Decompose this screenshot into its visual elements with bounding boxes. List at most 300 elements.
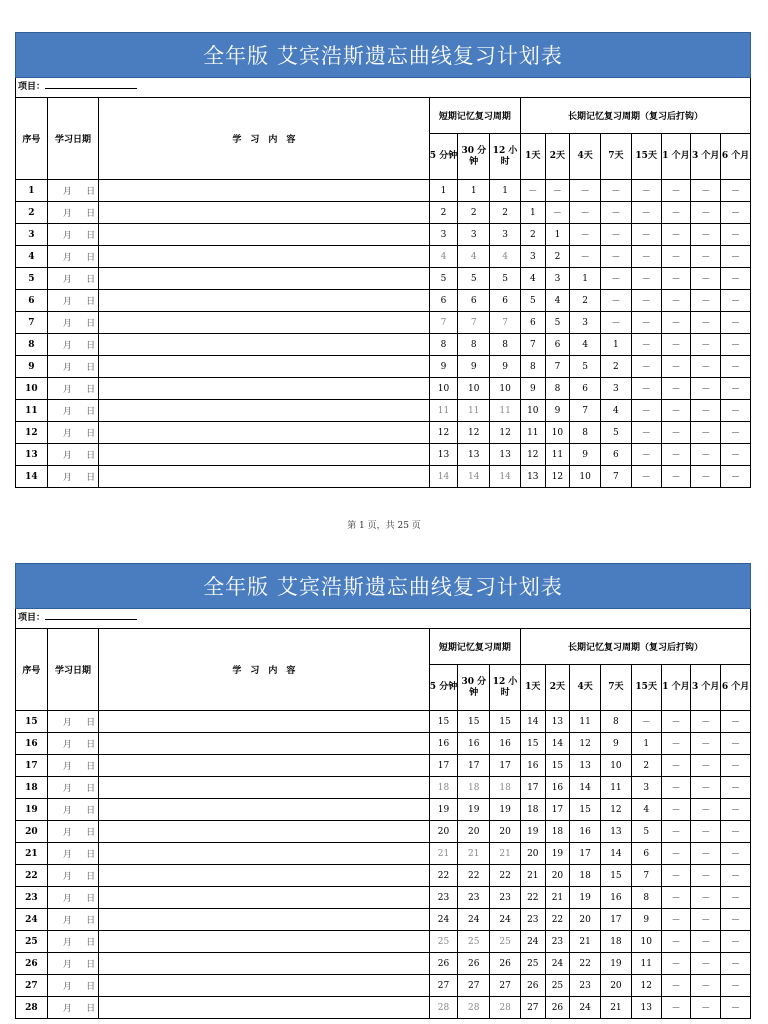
long-review-cell[interactable]: 2 [570,290,601,312]
long-review-cell[interactable]: － [631,268,661,290]
long-review-cell[interactable]: － [691,268,721,290]
date-cell[interactable] [47,865,98,887]
long-review-cell[interactable]: 13 [631,997,661,1019]
long-review-cell[interactable]: 21 [601,997,632,1019]
long-review-cell[interactable]: 2 [545,246,570,268]
long-review-cell[interactable]: － [721,312,751,334]
content-cell[interactable] [99,444,430,466]
date-cell[interactable] [47,180,98,202]
short-review-cell[interactable]: 28 [458,997,490,1019]
long-review-cell[interactable]: － [601,202,632,224]
long-review-cell[interactable]: 1 [545,224,570,246]
long-review-cell[interactable]: － [570,224,601,246]
long-review-cell[interactable]: － [691,997,721,1019]
long-review-cell[interactable]: － [721,422,751,444]
content-cell[interactable] [99,400,430,422]
long-review-cell[interactable]: 13 [570,755,601,777]
short-review-cell[interactable]: 24 [429,909,458,931]
long-review-cell[interactable]: － [691,843,721,865]
short-review-cell[interactable]: 8 [458,334,490,356]
long-review-cell[interactable]: － [631,290,661,312]
short-review-cell[interactable]: 15 [429,711,458,733]
long-review-cell[interactable]: 17 [601,909,632,931]
long-review-cell[interactable]: 18 [601,931,632,953]
short-review-cell[interactable]: 7 [429,312,458,334]
long-review-cell[interactable]: 19 [521,821,546,843]
long-review-cell[interactable]: － [661,378,691,400]
content-cell[interactable] [99,755,430,777]
long-review-cell[interactable]: － [601,246,632,268]
long-review-cell[interactable]: 17 [545,799,570,821]
long-review-cell[interactable]: 16 [601,887,632,909]
short-review-cell[interactable]: 20 [490,821,521,843]
short-review-cell[interactable]: 23 [458,887,490,909]
long-review-cell[interactable]: 24 [521,931,546,953]
long-review-cell[interactable]: － [721,975,751,997]
long-review-cell[interactable]: 20 [570,909,601,931]
short-review-cell[interactable]: 8 [429,334,458,356]
long-review-cell[interactable]: － [661,400,691,422]
short-review-cell[interactable]: 5 [458,268,490,290]
short-review-cell[interactable]: 6 [429,290,458,312]
long-review-cell[interactable]: 6 [521,312,546,334]
date-cell[interactable] [47,202,98,224]
long-review-cell[interactable]: － [601,312,632,334]
short-review-cell[interactable]: 4 [458,246,490,268]
long-review-cell[interactable]: － [721,224,751,246]
long-review-cell[interactable]: 27 [521,997,546,1019]
long-review-cell[interactable]: 5 [570,356,601,378]
long-review-cell[interactable]: 8 [601,711,632,733]
long-review-cell[interactable]: － [661,224,691,246]
long-review-cell[interactable]: － [661,444,691,466]
long-review-cell[interactable]: － [721,400,751,422]
short-review-cell[interactable]: 8 [490,334,521,356]
short-review-cell[interactable]: 21 [429,843,458,865]
long-review-cell[interactable]: 15 [601,865,632,887]
long-review-cell[interactable]: 20 [521,843,546,865]
long-review-cell[interactable]: 6 [545,334,570,356]
long-review-cell[interactable]: 3 [631,777,661,799]
long-review-cell[interactable]: 25 [545,975,570,997]
date-cell[interactable] [47,268,98,290]
date-cell[interactable] [47,755,98,777]
long-review-cell[interactable]: 11 [601,777,632,799]
long-review-cell[interactable]: － [661,975,691,997]
long-review-cell[interactable]: － [721,356,751,378]
short-review-cell[interactable]: 23 [490,887,521,909]
long-review-cell[interactable]: － [721,755,751,777]
long-review-cell[interactable]: － [721,444,751,466]
long-review-cell[interactable]: － [631,334,661,356]
long-review-cell[interactable]: 9 [570,444,601,466]
short-review-cell[interactable]: 12 [490,422,521,444]
short-review-cell[interactable]: 11 [490,400,521,422]
long-review-cell[interactable]: 11 [521,422,546,444]
long-review-cell[interactable]: － [691,865,721,887]
long-review-cell[interactable]: 14 [521,711,546,733]
date-cell[interactable] [47,953,98,975]
long-review-cell[interactable]: 4 [545,290,570,312]
short-review-cell[interactable]: 21 [458,843,490,865]
long-review-cell[interactable]: 13 [601,821,632,843]
date-cell[interactable] [47,224,98,246]
long-review-cell[interactable]: － [570,246,601,268]
long-review-cell[interactable]: 1 [521,202,546,224]
short-review-cell[interactable]: 4 [490,246,521,268]
long-review-cell[interactable]: 22 [521,887,546,909]
short-review-cell[interactable]: 6 [458,290,490,312]
long-review-cell[interactable]: － [721,777,751,799]
long-review-cell[interactable]: － [691,246,721,268]
long-review-cell[interactable]: 10 [545,422,570,444]
long-review-cell[interactable]: 4 [521,268,546,290]
short-review-cell[interactable]: 18 [490,777,521,799]
long-review-cell[interactable]: － [661,733,691,755]
short-review-cell[interactable]: 17 [458,755,490,777]
long-review-cell[interactable]: － [721,334,751,356]
long-review-cell[interactable]: － [691,334,721,356]
long-review-cell[interactable]: 22 [570,953,601,975]
content-cell[interactable] [99,312,430,334]
content-cell[interactable] [99,799,430,821]
long-review-cell[interactable]: － [631,711,661,733]
short-review-cell[interactable]: 12 [458,422,490,444]
long-review-cell[interactable]: 21 [521,865,546,887]
long-review-cell[interactable]: 12 [545,466,570,488]
long-review-cell[interactable]: 2 [601,356,632,378]
short-review-cell[interactable]: 3 [458,224,490,246]
long-review-cell[interactable]: － [661,821,691,843]
short-review-cell[interactable]: 22 [490,865,521,887]
date-cell[interactable] [47,356,98,378]
long-review-cell[interactable]: 22 [545,909,570,931]
long-review-cell[interactable]: 12 [570,733,601,755]
long-review-cell[interactable]: 18 [545,821,570,843]
long-review-cell[interactable]: 15 [545,755,570,777]
long-review-cell[interactable]: － [631,312,661,334]
long-review-cell[interactable]: 19 [570,887,601,909]
long-review-cell[interactable]: － [631,224,661,246]
short-review-cell[interactable]: 16 [429,733,458,755]
long-review-cell[interactable]: － [691,931,721,953]
date-cell[interactable] [47,997,98,1019]
long-review-cell[interactable]: 10 [521,400,546,422]
short-review-cell[interactable]: 26 [490,953,521,975]
content-cell[interactable] [99,975,430,997]
long-review-cell[interactable]: 17 [570,843,601,865]
long-review-cell[interactable]: － [631,400,661,422]
short-review-cell[interactable]: 23 [429,887,458,909]
date-cell[interactable] [47,909,98,931]
long-review-cell[interactable]: － [691,733,721,755]
short-review-cell[interactable]: 1 [429,180,458,202]
content-cell[interactable] [99,246,430,268]
short-review-cell[interactable]: 10 [458,378,490,400]
long-review-cell[interactable]: － [691,378,721,400]
long-review-cell[interactable]: 7 [601,466,632,488]
long-review-cell[interactable]: 13 [545,711,570,733]
long-review-cell[interactable]: 9 [545,400,570,422]
date-cell[interactable] [47,400,98,422]
long-review-cell[interactable]: － [631,378,661,400]
long-review-cell[interactable]: － [721,268,751,290]
long-review-cell[interactable]: 7 [521,334,546,356]
long-review-cell[interactable]: － [661,180,691,202]
long-review-cell[interactable]: 15 [521,733,546,755]
short-review-cell[interactable]: 10 [429,378,458,400]
long-review-cell[interactable]: － [601,180,632,202]
long-review-cell[interactable]: 9 [521,378,546,400]
long-review-cell[interactable]: － [661,290,691,312]
short-review-cell[interactable]: 20 [429,821,458,843]
short-review-cell[interactable]: 22 [458,865,490,887]
short-review-cell[interactable]: 15 [490,711,521,733]
long-review-cell[interactable]: － [601,290,632,312]
date-cell[interactable] [47,931,98,953]
long-review-cell[interactable]: － [691,975,721,997]
long-review-cell[interactable]: － [661,843,691,865]
long-review-cell[interactable]: － [721,466,751,488]
short-review-cell[interactable]: 18 [429,777,458,799]
date-cell[interactable] [47,444,98,466]
long-review-cell[interactable]: － [721,931,751,953]
long-review-cell[interactable]: 23 [545,931,570,953]
long-review-cell[interactable]: － [631,246,661,268]
project-input-line[interactable] [45,79,137,89]
short-review-cell[interactable]: 5 [429,268,458,290]
short-review-cell[interactable]: 10 [490,378,521,400]
long-review-cell[interactable]: － [661,202,691,224]
long-review-cell[interactable]: 16 [521,755,546,777]
long-review-cell[interactable]: 7 [545,356,570,378]
long-review-cell[interactable]: － [691,356,721,378]
date-cell[interactable] [47,843,98,865]
content-cell[interactable] [99,466,430,488]
long-review-cell[interactable]: － [631,422,661,444]
short-review-cell[interactable]: 16 [490,733,521,755]
long-review-cell[interactable]: － [570,202,601,224]
long-review-cell[interactable]: 1 [570,268,601,290]
long-review-cell[interactable]: 13 [521,466,546,488]
short-review-cell[interactable]: 7 [458,312,490,334]
short-review-cell[interactable]: 27 [490,975,521,997]
long-review-cell[interactable]: 5 [631,821,661,843]
long-review-cell[interactable]: 18 [521,799,546,821]
long-review-cell[interactable]: 1 [631,733,661,755]
short-review-cell[interactable]: 2 [458,202,490,224]
long-review-cell[interactable]: － [691,224,721,246]
short-review-cell[interactable]: 20 [458,821,490,843]
short-review-cell[interactable]: 25 [490,931,521,953]
long-review-cell[interactable]: 3 [601,378,632,400]
project-input-line[interactable] [45,610,137,620]
date-cell[interactable] [47,799,98,821]
long-review-cell[interactable]: － [661,246,691,268]
long-review-cell[interactable]: － [661,334,691,356]
content-cell[interactable] [99,931,430,953]
long-review-cell[interactable]: － [691,400,721,422]
short-review-cell[interactable]: 13 [458,444,490,466]
short-review-cell[interactable]: 26 [458,953,490,975]
long-review-cell[interactable]: － [691,290,721,312]
short-review-cell[interactable]: 9 [490,356,521,378]
long-review-cell[interactable]: 5 [521,290,546,312]
long-review-cell[interactable]: － [661,931,691,953]
short-review-cell[interactable]: 27 [429,975,458,997]
short-review-cell[interactable]: 19 [490,799,521,821]
content-cell[interactable] [99,821,430,843]
long-review-cell[interactable]: 23 [570,975,601,997]
long-review-cell[interactable]: 24 [545,953,570,975]
long-review-cell[interactable]: 3 [545,268,570,290]
long-review-cell[interactable]: 1 [601,334,632,356]
long-review-cell[interactable]: － [721,733,751,755]
date-cell[interactable] [47,290,98,312]
long-review-cell[interactable]: 7 [631,865,661,887]
content-cell[interactable] [99,180,430,202]
long-review-cell[interactable]: － [521,180,546,202]
short-review-cell[interactable]: 18 [458,777,490,799]
long-review-cell[interactable]: － [570,180,601,202]
date-cell[interactable] [47,711,98,733]
long-review-cell[interactable]: － [691,444,721,466]
long-review-cell[interactable]: 3 [570,312,601,334]
date-cell[interactable] [47,887,98,909]
short-review-cell[interactable]: 15 [458,711,490,733]
long-review-cell[interactable]: 19 [545,843,570,865]
long-review-cell[interactable]: 4 [631,799,661,821]
long-review-cell[interactable]: － [691,909,721,931]
short-review-cell[interactable]: 5 [490,268,521,290]
long-review-cell[interactable]: － [661,711,691,733]
long-review-cell[interactable]: － [601,268,632,290]
long-review-cell[interactable]: － [661,777,691,799]
long-review-cell[interactable]: 8 [631,887,661,909]
long-review-cell[interactable]: 17 [521,777,546,799]
date-cell[interactable] [47,821,98,843]
short-review-cell[interactable]: 22 [429,865,458,887]
content-cell[interactable] [99,997,430,1019]
long-review-cell[interactable]: － [691,711,721,733]
long-review-cell[interactable]: － [661,312,691,334]
content-cell[interactable] [99,202,430,224]
long-review-cell[interactable]: － [661,865,691,887]
long-review-cell[interactable]: － [631,466,661,488]
short-review-cell[interactable]: 1 [458,180,490,202]
short-review-cell[interactable]: 3 [490,224,521,246]
long-review-cell[interactable]: － [721,821,751,843]
long-review-cell[interactable]: 8 [570,422,601,444]
long-review-cell[interactable]: － [721,953,751,975]
date-cell[interactable] [47,312,98,334]
long-review-cell[interactable]: － [661,909,691,931]
long-review-cell[interactable]: － [661,422,691,444]
long-review-cell[interactable]: － [721,180,751,202]
long-review-cell[interactable]: － [691,953,721,975]
long-review-cell[interactable]: － [691,799,721,821]
short-review-cell[interactable]: 12 [429,422,458,444]
long-review-cell[interactable]: 18 [570,865,601,887]
long-review-cell[interactable]: 9 [631,909,661,931]
content-cell[interactable] [99,334,430,356]
long-review-cell[interactable]: 24 [570,997,601,1019]
long-review-cell[interactable]: － [721,887,751,909]
short-review-cell[interactable]: 4 [429,246,458,268]
long-review-cell[interactable]: 20 [601,975,632,997]
long-review-cell[interactable]: － [631,202,661,224]
short-review-cell[interactable]: 17 [429,755,458,777]
long-review-cell[interactable]: － [721,290,751,312]
long-review-cell[interactable]: 10 [601,755,632,777]
long-review-cell[interactable]: 5 [545,312,570,334]
short-review-cell[interactable]: 19 [429,799,458,821]
short-review-cell[interactable]: 13 [429,444,458,466]
long-review-cell[interactable]: 14 [570,777,601,799]
long-review-cell[interactable]: 12 [631,975,661,997]
long-review-cell[interactable]: － [691,777,721,799]
long-review-cell[interactable]: － [691,466,721,488]
short-review-cell[interactable]: 21 [490,843,521,865]
short-review-cell[interactable]: 17 [490,755,521,777]
long-review-cell[interactable]: － [661,268,691,290]
content-cell[interactable] [99,865,430,887]
short-review-cell[interactable]: 14 [490,466,521,488]
long-review-cell[interactable]: 25 [521,953,546,975]
short-review-cell[interactable]: 7 [490,312,521,334]
short-review-cell[interactable]: 28 [490,997,521,1019]
long-review-cell[interactable]: － [661,997,691,1019]
short-review-cell[interactable]: 24 [458,909,490,931]
short-review-cell[interactable]: 26 [429,953,458,975]
short-review-cell[interactable]: 2 [429,202,458,224]
long-review-cell[interactable]: － [721,843,751,865]
long-review-cell[interactable]: － [661,799,691,821]
long-review-cell[interactable]: 26 [545,997,570,1019]
long-review-cell[interactable]: 14 [601,843,632,865]
long-review-cell[interactable]: － [661,466,691,488]
long-review-cell[interactable]: 6 [601,444,632,466]
date-cell[interactable] [47,378,98,400]
date-cell[interactable] [47,975,98,997]
long-review-cell[interactable]: 21 [545,887,570,909]
long-review-cell[interactable]: 11 [570,711,601,733]
long-review-cell[interactable]: － [721,246,751,268]
short-review-cell[interactable]: 6 [490,290,521,312]
long-review-cell[interactable]: － [691,887,721,909]
short-review-cell[interactable]: 25 [458,931,490,953]
content-cell[interactable] [99,422,430,444]
long-review-cell[interactable]: － [631,444,661,466]
short-review-cell[interactable]: 24 [490,909,521,931]
content-cell[interactable] [99,356,430,378]
date-cell[interactable] [47,422,98,444]
long-review-cell[interactable]: － [691,755,721,777]
content-cell[interactable] [99,378,430,400]
short-review-cell[interactable]: 28 [429,997,458,1019]
short-review-cell[interactable]: 1 [490,180,521,202]
long-review-cell[interactable]: － [661,953,691,975]
long-review-cell[interactable]: 16 [545,777,570,799]
content-cell[interactable] [99,777,430,799]
content-cell[interactable] [99,887,430,909]
content-cell[interactable] [99,268,430,290]
long-review-cell[interactable]: 3 [521,246,546,268]
short-review-cell[interactable]: 19 [458,799,490,821]
long-review-cell[interactable]: － [691,312,721,334]
long-review-cell[interactable]: － [721,378,751,400]
long-review-cell[interactable]: 2 [521,224,546,246]
